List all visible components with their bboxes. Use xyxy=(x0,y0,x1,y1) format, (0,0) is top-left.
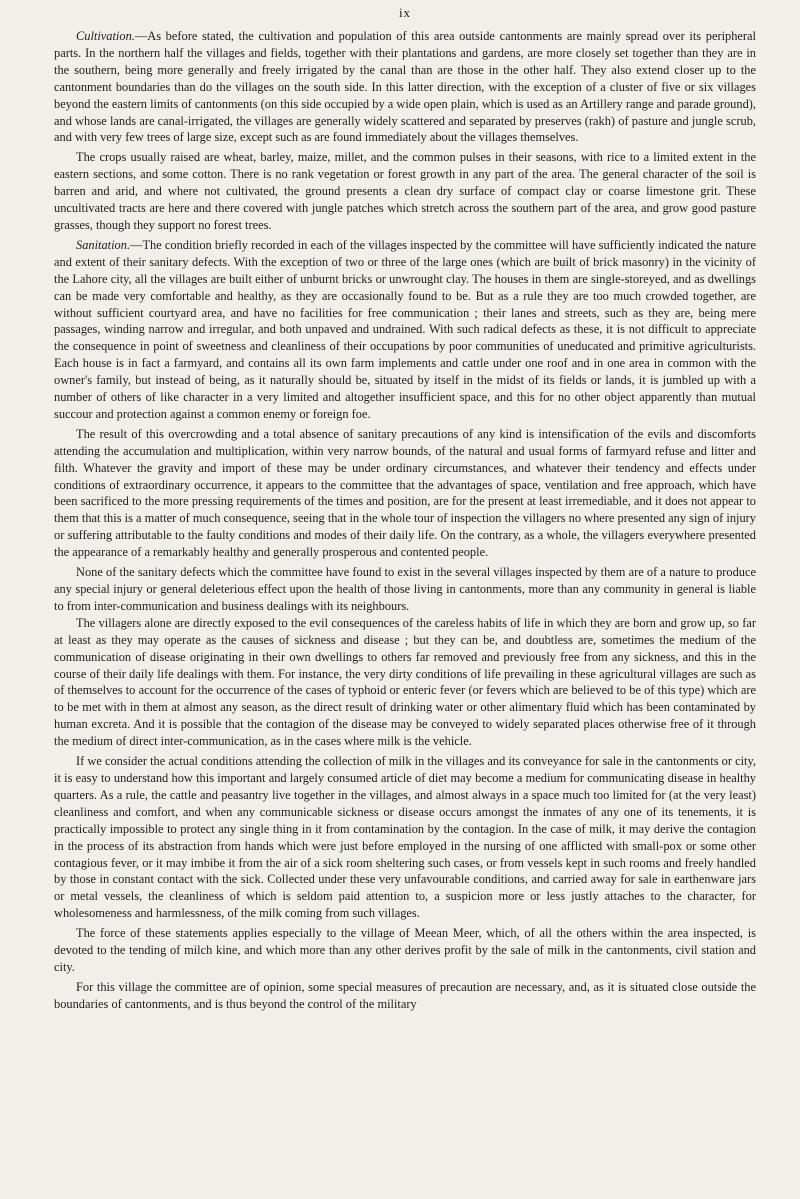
paragraph-text: The villagers alone are directly exposed to the evil consequences of the careless habits of life in which they are born and grow up, so far at least as they may operate as the causes of sickness and disease ; but they can be, and doubtless are, sometimes the medium of the communication of disease originating in their own dwellings to others far removed and previously free from any sickness, and this in the course of their daily life dealings with them. For instance, the very dirty conditions of life prevailing in these agricultural villages are such as of themselves to account for the occurrence of the cases of typhoid or enteric fever (or fevers which are believed to be of this type) which are to be met with in them at almost any season, as the direct result of drinking water or other alimentary fluid which has been contaminated by human excreta. And it is possible that the contagion of the disease may be conveyed to widely separated places otherwise free of it through the medium of direct inter-communication, as in the cases where milk is the vehicle. xyxy=(54,615,756,749)
section-heading-sanitation: Sanitation. xyxy=(76,237,131,252)
section-heading-cultivation: Cultivation. xyxy=(76,29,135,43)
paragraph-text: For this village the committee are of opinion, some special measures of precaution are necessary, and, as it is situated close outside the boundaries of cantonments, and is thus beyond the control of the military xyxy=(54,979,756,1011)
paragraph-text: If we consider the actual conditions attending the collection of milk in the villages and its conveyance for sale in the cantonments or city, it is easy to understand how this important and largely consumed article of diet may become a medium for communicating disease in healthy quarters. As a rule, the cattle and peasantry live together in the villages, and almost always in a space much too limited for (at the very least) cleanliness and comfort, and when any communicable sickness or disease occurs amongst the inmates of any one of its tenements, it is practically impossible to protect any single thing in it from contamination by the contagion. In the case of milk, it may derive the contagion in the process of its abstraction from hands which were just before employed in the nursing of one afflicted with small-pox or some other contagious fever, or it may imbibe it from the air of a sick room sheltering such cases, or from vessels kept in such rooms and freely handled by those in constant contact with the sick. Collected under these very unfavourable conditions, and carried away for sale in earthenware jars or metal vessels, the cleanliness of which is seldom paid attention to, a suspicion more or less justly attaches to the character, for wholesomeness and harmlessness, of the milk coming from such villages. xyxy=(54,754,756,921)
paragraph-milk xyxy=(54,753,756,922)
paragraph-text: —The condition briefly recorded in each of the villages inspected by the committee will have sufficiently indicated the nature and extent of their sanitary defects. With the exception of two or three of the large ones (which are built of brick masonry) in the vicinity of the Lahore city, all the villages are built either of unburnt bricks or unwrought clay. The houses in them are single-storeyed, and as dwellings can be made very comfortable and healthy, as they are occasionally found to be. But as a rule they are too much crowded together, are without sufficient courtyard area, and have no facilities for free communication ; their lanes and streets, such as they are, being mere passages, winding narrow and irregular, and both unpaved and undrained. With such radical defects as these, it is not difficult to appreciate the consequence in point of sweetness and cleanliness of their occupations by poor communities of uneducated and primitive agriculturists. Each house is in fact a farmyard, and contains all its own farm implements and cattle under one roof and in one area in common with the owner's family, but instead of being, as it naturally should be, situated by itself in the midst of its fields or lands, it is jumbled up with a number of others of like character in a very limited and altogether insufficient space, and this for no other object apparently than mutual succour and protection against a common enemy or foreign foe. xyxy=(54,237,756,421)
paragraph-text: The crops usually raised are wheat, barley, maize, millet, and the common pulses in their seasons, with rice to a limited extent in the eastern sections, and some cotton. There is no rank vegetation or forest growth in any part of the area. The general character of the soil is barren and arid, and where not cultivated, the ground presents a clean dry surface of compact clay or coarse limestone grit. These uncultivated tracts are here and there covered with jungle patches which stretch across the southern part of the area, and grow good pasture grasses, though they support no forest trees. xyxy=(54,150,756,232)
paragraph-crops xyxy=(54,149,756,234)
page-number: ix xyxy=(398,5,412,20)
paragraph-villagers xyxy=(54,615,756,750)
paragraph-sanitation xyxy=(54,237,756,423)
paragraph-text: —As before stated, the cultivation and population of this area outside cantonments are mainly spread over its peripheral parts. In the northern half the villages and fields, together with their plantations and gardens, are more closely set together than they are in the southern, being more generally and freely irrigated by the canal than are those in the other half. They also extend closer up to the cantonment boundaries than do the villages on the south side. In this latter direction, with the exception of a cluster of five or six villages beyond the eastern limits of cantonments (on this side occupied by a wide open plain, which is used as an Artillery range and parade ground), and whose lands are canal-irrigated, the villages are generally widely scattered and separated by preserves (rakh) of pasture and jungle scrub, and with very few trees of large size, except such as are found immediately about the villages themselves. xyxy=(54,29,756,145)
paragraph-defects xyxy=(54,564,756,615)
paragraph-precautions xyxy=(54,979,756,1013)
paragraph-overcrowding xyxy=(54,426,756,561)
paragraph-meean-meer xyxy=(54,925,756,976)
paragraph-text: The result of this overcrowding and a total absence of sanitary precautions of any kind is intensification of the evils and discomforts attending the accumulation and multiplication, within very narrow bounds, of the natural and usual forms of farmyard refuse and litter and filth. Whatever the gravity and import of these may be under ordinary circumstances, and whatever their tendency and effects under conditions of extraordinary occurrence, it appears to the committee that the advantages of space, ventilation and free approach, which have been sacrificed to the more pressing requirements of the times and position, are for the present at least irremediable, and it does not appear to them that this is a matter of much consequence, seeing that in the whole tour of inspection the villagers no where presented any sign of injury or suffering attributable to the faulty conditions and modes of their daily life. On the contrary, as a whole, the villagers everywhere presented the appearance of a remarkably healthy and generally prosperous and contented people. xyxy=(54,426,756,560)
paragraph-text: None of the sanitary defects which the committee have found to exist in the several villages inspected by them are of a nature to produce any special injury or general deleterious effect upon the health of those living in cantonments, more than any community in general is liable to from inter-communication and business dealings with its neighbours. xyxy=(54,565,756,613)
paragraph-text: The force of these statements applies especially to the village of Meean Meer, which, of all the others within the area inspected, is devoted to the tending of milch kine, and which more than any other derives profit by the sale of milk in the cantonments, civil station and city. xyxy=(54,926,756,974)
paragraph-cultivation xyxy=(54,28,756,146)
